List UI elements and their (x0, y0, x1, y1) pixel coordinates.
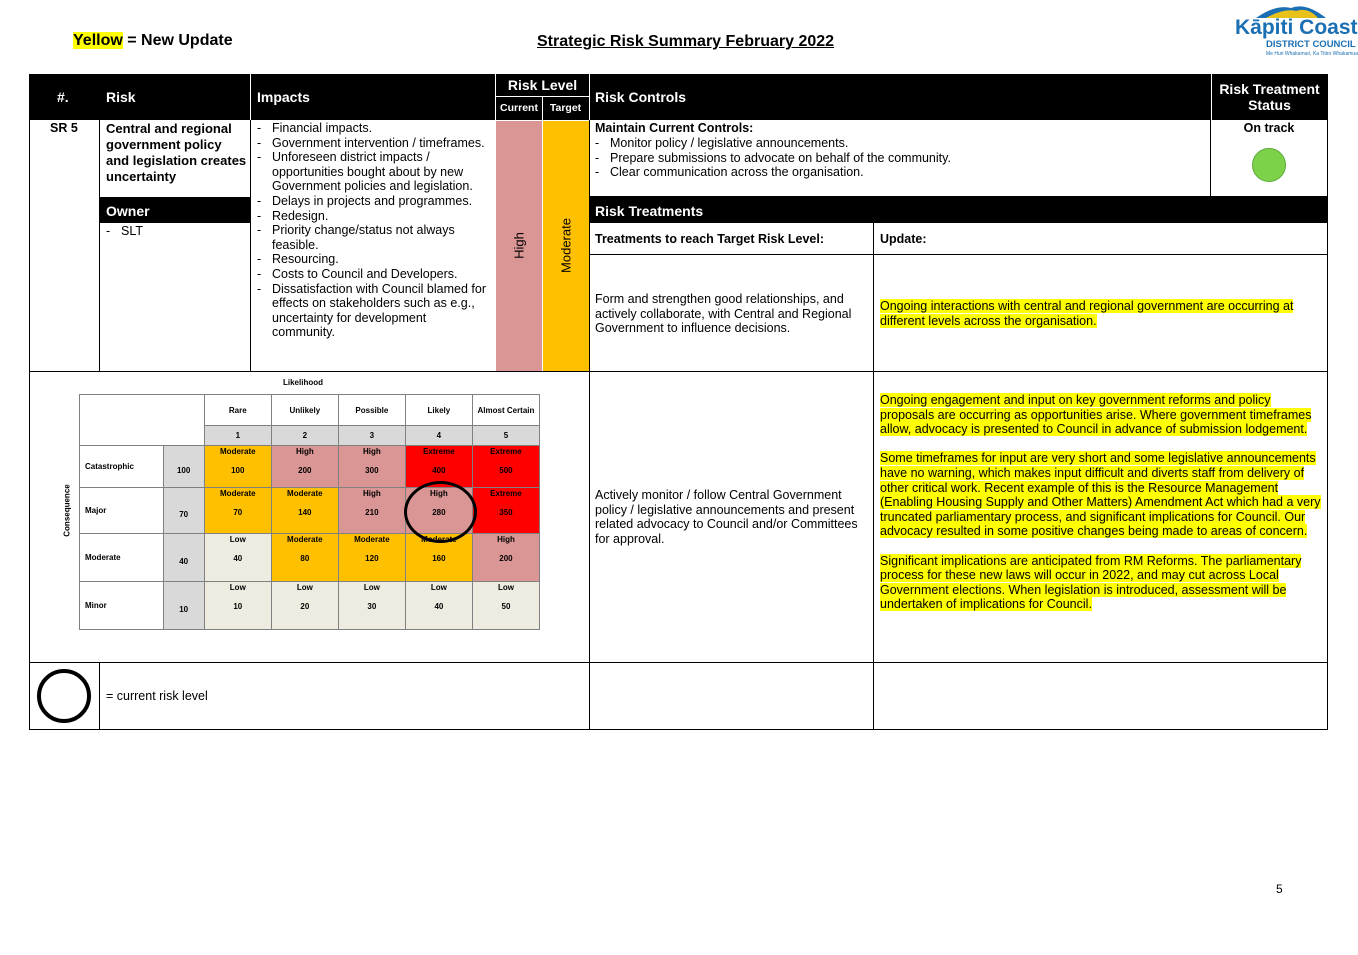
matrix-cell-level: Moderate (220, 489, 256, 498)
matrix-col-number: 5 (472, 426, 539, 446)
treatment-1-update (880, 299, 1320, 328)
col-status-header: Risk Treatment Status (1212, 81, 1327, 113)
target-level-cell (543, 121, 589, 371)
likelihood-label: Likelihood (283, 378, 323, 387)
current-risk-marker-icon (404, 481, 477, 543)
matrix-cell-score: 100 (231, 466, 245, 475)
matrix-cell-score: 300 (365, 466, 379, 475)
logo-name: Kāpiti Coast (1235, 16, 1358, 39)
col-impacts-header: Impacts (257, 89, 310, 105)
matrix-cell-score: 40 (434, 602, 444, 611)
matrix-cell-level: Moderate (220, 447, 256, 456)
matrix-cell-score: 70 (233, 508, 243, 517)
matrix-cell-level: High (497, 535, 515, 544)
impact-item: - Government intervention / timeframes. (251, 136, 491, 151)
matrix-cell-score: 30 (367, 602, 377, 611)
matrix-col-name: Rare (204, 395, 271, 426)
legend-marker-text: = current risk level (106, 689, 208, 703)
matrix-col-number: 1 (204, 426, 271, 446)
matrix-row-score: 10 (163, 582, 204, 630)
control-item: - Monitor policy / legislative announcements. (589, 136, 1204, 151)
treatment-2-update-3: Significant implications are anticipated from RM Reforms. The parliamentary process for these new laws will occur in 2022, and may cut across Local Government elections. When legislation is introduced, assessment will be undertaken of implications for Council. (880, 553, 1302, 612)
legend (73, 32, 233, 50)
status-indicator-icon (1252, 148, 1286, 182)
impact-item: - Priority change/status not always feasible. (251, 223, 491, 252)
status-label: On track (1243, 121, 1295, 135)
matrix-row-name: Catastrophic (80, 446, 164, 488)
matrix-cell (472, 582, 539, 630)
matrix-cell-score: 20 (300, 602, 310, 611)
matrix-cell-level: High (362, 489, 381, 498)
matrix-cell-score: 280 (432, 508, 446, 517)
matrix-cell-score: 120 (365, 554, 379, 563)
matrix-cell (472, 446, 539, 488)
page-title: Strategic Risk Summary February 2022 (537, 33, 835, 50)
impact-item: - Costs to Council and Developers. (251, 267, 491, 282)
risk-treatments-header: Risk Treatments (590, 197, 1327, 223)
matrix-cell (204, 488, 271, 534)
matrix-col-number: 3 (338, 426, 405, 446)
matrix-cell-level: Low (363, 583, 380, 592)
risk-name: Central and regional government policy and legislation creates uncertainty (106, 121, 247, 184)
impact-item: - Dissatisfaction with Council blamed for effects on stakeholders such as e.g., uncertainty for development community. (251, 282, 491, 340)
matrix-cell-score: 50 (501, 602, 511, 611)
treatment-2-updates (880, 393, 1322, 612)
col-risk-header: Risk (106, 89, 136, 105)
matrix-row-name: Moderate (80, 534, 164, 582)
matrix-cell (271, 488, 338, 534)
owner-header: Owner (100, 197, 250, 223)
matrix-cell-score: 140 (298, 508, 312, 517)
matrix-cell-level: Low (430, 583, 447, 592)
matrix-cell (338, 446, 405, 488)
matrix-row (80, 582, 540, 630)
matrix-cell (338, 488, 405, 534)
matrix-row (80, 446, 540, 488)
matrix-cell-level: Low (229, 535, 246, 544)
matrix-cell (271, 582, 338, 630)
matrix-cell-score: 350 (499, 508, 513, 517)
matrix-cell (405, 582, 472, 630)
matrix-cell (271, 534, 338, 582)
matrix-cell-level: Extreme (490, 447, 522, 456)
matrix-cell-score: 500 (499, 466, 513, 475)
col-current-header: Current (496, 102, 542, 114)
matrix-cell (472, 534, 539, 582)
matrix-cell (271, 446, 338, 488)
matrix-cell-level: Moderate (421, 535, 457, 544)
legend-text: = New Update (122, 32, 233, 49)
treatment-2-update-1: Ongoing engagement and input on key government reforms and policy proposals are occurring as opportunities arise. Where government timeframes allow, advocacy is presented to Council in advance of submission lodgement. (880, 393, 1312, 437)
current-level: High (511, 232, 527, 259)
matrix-cell-score: 10 (233, 602, 243, 611)
matrix-cell (338, 582, 405, 630)
target-level: Moderate (558, 218, 574, 273)
matrix-cell-score: 160 (432, 554, 446, 563)
matrix-col-number: 2 (271, 426, 338, 446)
matrix-cell-level: Moderate (287, 489, 323, 498)
col-target-header: Target (542, 102, 589, 114)
matrix-cell-level: Moderate (354, 535, 390, 544)
matrix-cell-level: Low (229, 583, 246, 592)
col-risklevel-header: Risk Level (496, 77, 589, 93)
matrix-cell-level: Low (296, 583, 313, 592)
matrix-corner (80, 395, 205, 446)
col-number-header: #. (57, 89, 69, 105)
matrix-col-name: Possible (338, 395, 405, 426)
matrix-cell-level: High (430, 489, 448, 498)
matrix-row-name: Major (80, 488, 164, 534)
matrix-cell-level: Extreme (423, 447, 455, 456)
control-item: - Prepare submissions to advocate on behalf of the community. (589, 151, 1204, 166)
update-header: Update: (880, 232, 927, 246)
matrix-cell (204, 582, 271, 630)
risk-id: SR 5 (50, 121, 78, 135)
matrix-row-score: 40 (163, 534, 204, 582)
matrix-cell-level: Extreme (490, 489, 522, 498)
treatment-1-update-text: Ongoing interactions with central and regional government are occurring at different levels across the organisation. (880, 299, 1294, 328)
logo-subtitle: DISTRICT COUNCIL (1266, 39, 1356, 50)
matrix-cell (204, 446, 271, 488)
current-level-cell (496, 121, 542, 371)
council-logo (1232, 2, 1357, 62)
owner-list (100, 224, 248, 239)
matrix-cell-level: High (362, 447, 381, 456)
matrix-col-number: 4 (405, 426, 472, 446)
matrix-cell (204, 534, 271, 582)
col-controls-header: Risk Controls (595, 89, 687, 105)
legend-circle-icon (37, 669, 91, 723)
control-item: - Clear communication across the organisation. (589, 165, 1204, 180)
treatments-to-reach-header: Treatments to reach Target Risk Level: (595, 232, 825, 246)
matrix-row-score: 100 (163, 446, 204, 488)
matrix-cell (338, 534, 405, 582)
matrix-cell-level: Moderate (287, 535, 323, 544)
impact-item: - Financial impacts. (251, 121, 491, 136)
matrix-cell-score: 80 (300, 554, 310, 563)
matrix-row (80, 534, 540, 582)
matrix-cell-score: 200 (298, 466, 312, 475)
matrix-cell-score: 210 (365, 508, 379, 517)
matrix-cell (472, 488, 539, 534)
matrix-col-name: Likely (405, 395, 472, 426)
matrix-col-name: Unlikely (271, 395, 338, 426)
page-number: 5 (1276, 882, 1283, 896)
treatment-1: Form and strengthen good relationships, and actively collaborate, with Central and Regional Government to influence decisions. (595, 292, 852, 336)
controls-list (589, 136, 1204, 180)
matrix-cell-level: Low (497, 583, 514, 592)
impact-item: - Resourcing. (251, 252, 491, 267)
impact-item: - Redesign. (251, 209, 491, 224)
matrix-row-score: 70 (163, 488, 204, 534)
owner-name: - SLT (100, 224, 248, 239)
impact-item: - Unforeseen district impacts / opportunities bought about by new Government policies and legislation. (251, 150, 491, 194)
impact-item: - Delays in projects and programmes. (251, 194, 491, 209)
matrix-cell-score: 40 (233, 554, 243, 563)
matrix-col-name: Almost Certain (472, 395, 539, 426)
controls-title: Maintain Current Controls: (595, 121, 754, 135)
matrix-cell-score: 400 (432, 466, 446, 475)
matrix-row-name: Minor (80, 582, 164, 630)
treatment-2: Actively monitor / follow Central Government policy / legislative announcements and present related advocacy to Council and/or Committees for approval. (595, 488, 858, 546)
matrix-cell-level: High (295, 447, 314, 456)
legend-yellow: Yellow (73, 32, 123, 49)
consequence-label: Consequence (62, 484, 72, 537)
treatment-2-update-2: Some timeframes for input are very short and some legislative announcements have no warning, which makes input difficult and diverts staff from delivery of other critical work. Recent example of this is the Resource Management (Enabling Housing Supply and Other Matters) Amendment Act which had a very truncated parliamentary process, and significant implications for Council. Our advocacy resulted in some positive changes being made to areas of concern. (880, 451, 1321, 539)
logo-motto: Me Huri Whakamuri, Ka Titiro Whakamua (1266, 51, 1358, 57)
matrix-cell-score: 200 (499, 554, 513, 563)
impacts-list (251, 121, 491, 340)
